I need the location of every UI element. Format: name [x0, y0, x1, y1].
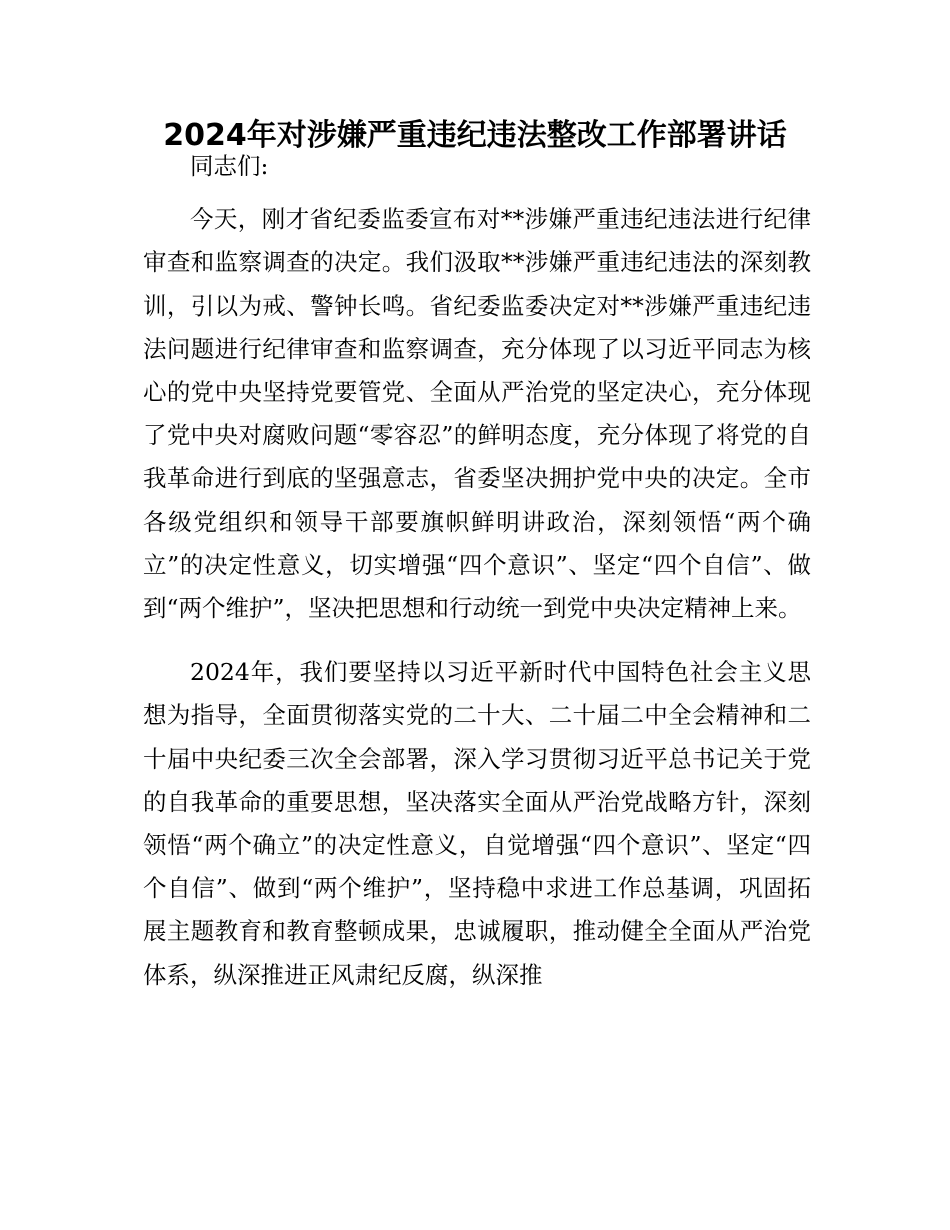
document-body — [143, 145, 811, 997]
salutation: 同志们: — [190, 152, 269, 180]
paragraph-1: 今天，刚才省纪委监委宣布对**涉嫌严重违纪违法进行纪律审查和监察调查的决定。我们汲取**涉嫌严重违纪违法的深刻教训，引以为戒、警钟长鸣。省纪委监委决定对**涉嫌严重违纪违法问题进行纪律审查和监察调查，充分体现了以习近平同志为核心的党中央坚持党要管党、全面从严治党的坚定决心，充分体现了党中央对腐败问题“零容忍”的鲜明态度，充分体现了将党的自我革命进行到底的坚强意志，省委坚决拥护党中央的决定。全市各级党组织和领导干部要旗帜鲜明讲政治，深刻领悟“两个确立”的决定性意义，切实增强“四个意识”、坚定“四个自信”、做到“两个维护”，坚决把思想和行动统一到党中央决定精神上来。 — [143, 205, 811, 623]
document-title: 2024年对涉嫌严重违纪违法整改工作部署讲话 — [163, 118, 787, 153]
paragraph-2: 2024年，我们要坚持以习近平新时代中国特色社会主义思想为指导，全面贯彻落实党的二十大、二十届二中全会精神和二十届中央纪委三次全会部署，深入学习贯彻习近平总书记关于党的自我革命的重要思想，坚决落实全面从严治党战略方针，深刻领悟“两个确立”的决定性意义，自觉增强“四个意识”、坚定“四个自信”、做到“两个维护”，坚持稳中求进工作总基调，巩固拓展主题教育和教育整顿成果，忠诚履职，推动健全全面从严治党体系，纵深推进正风肃纪反腐，纵深推 — [143, 658, 811, 989]
